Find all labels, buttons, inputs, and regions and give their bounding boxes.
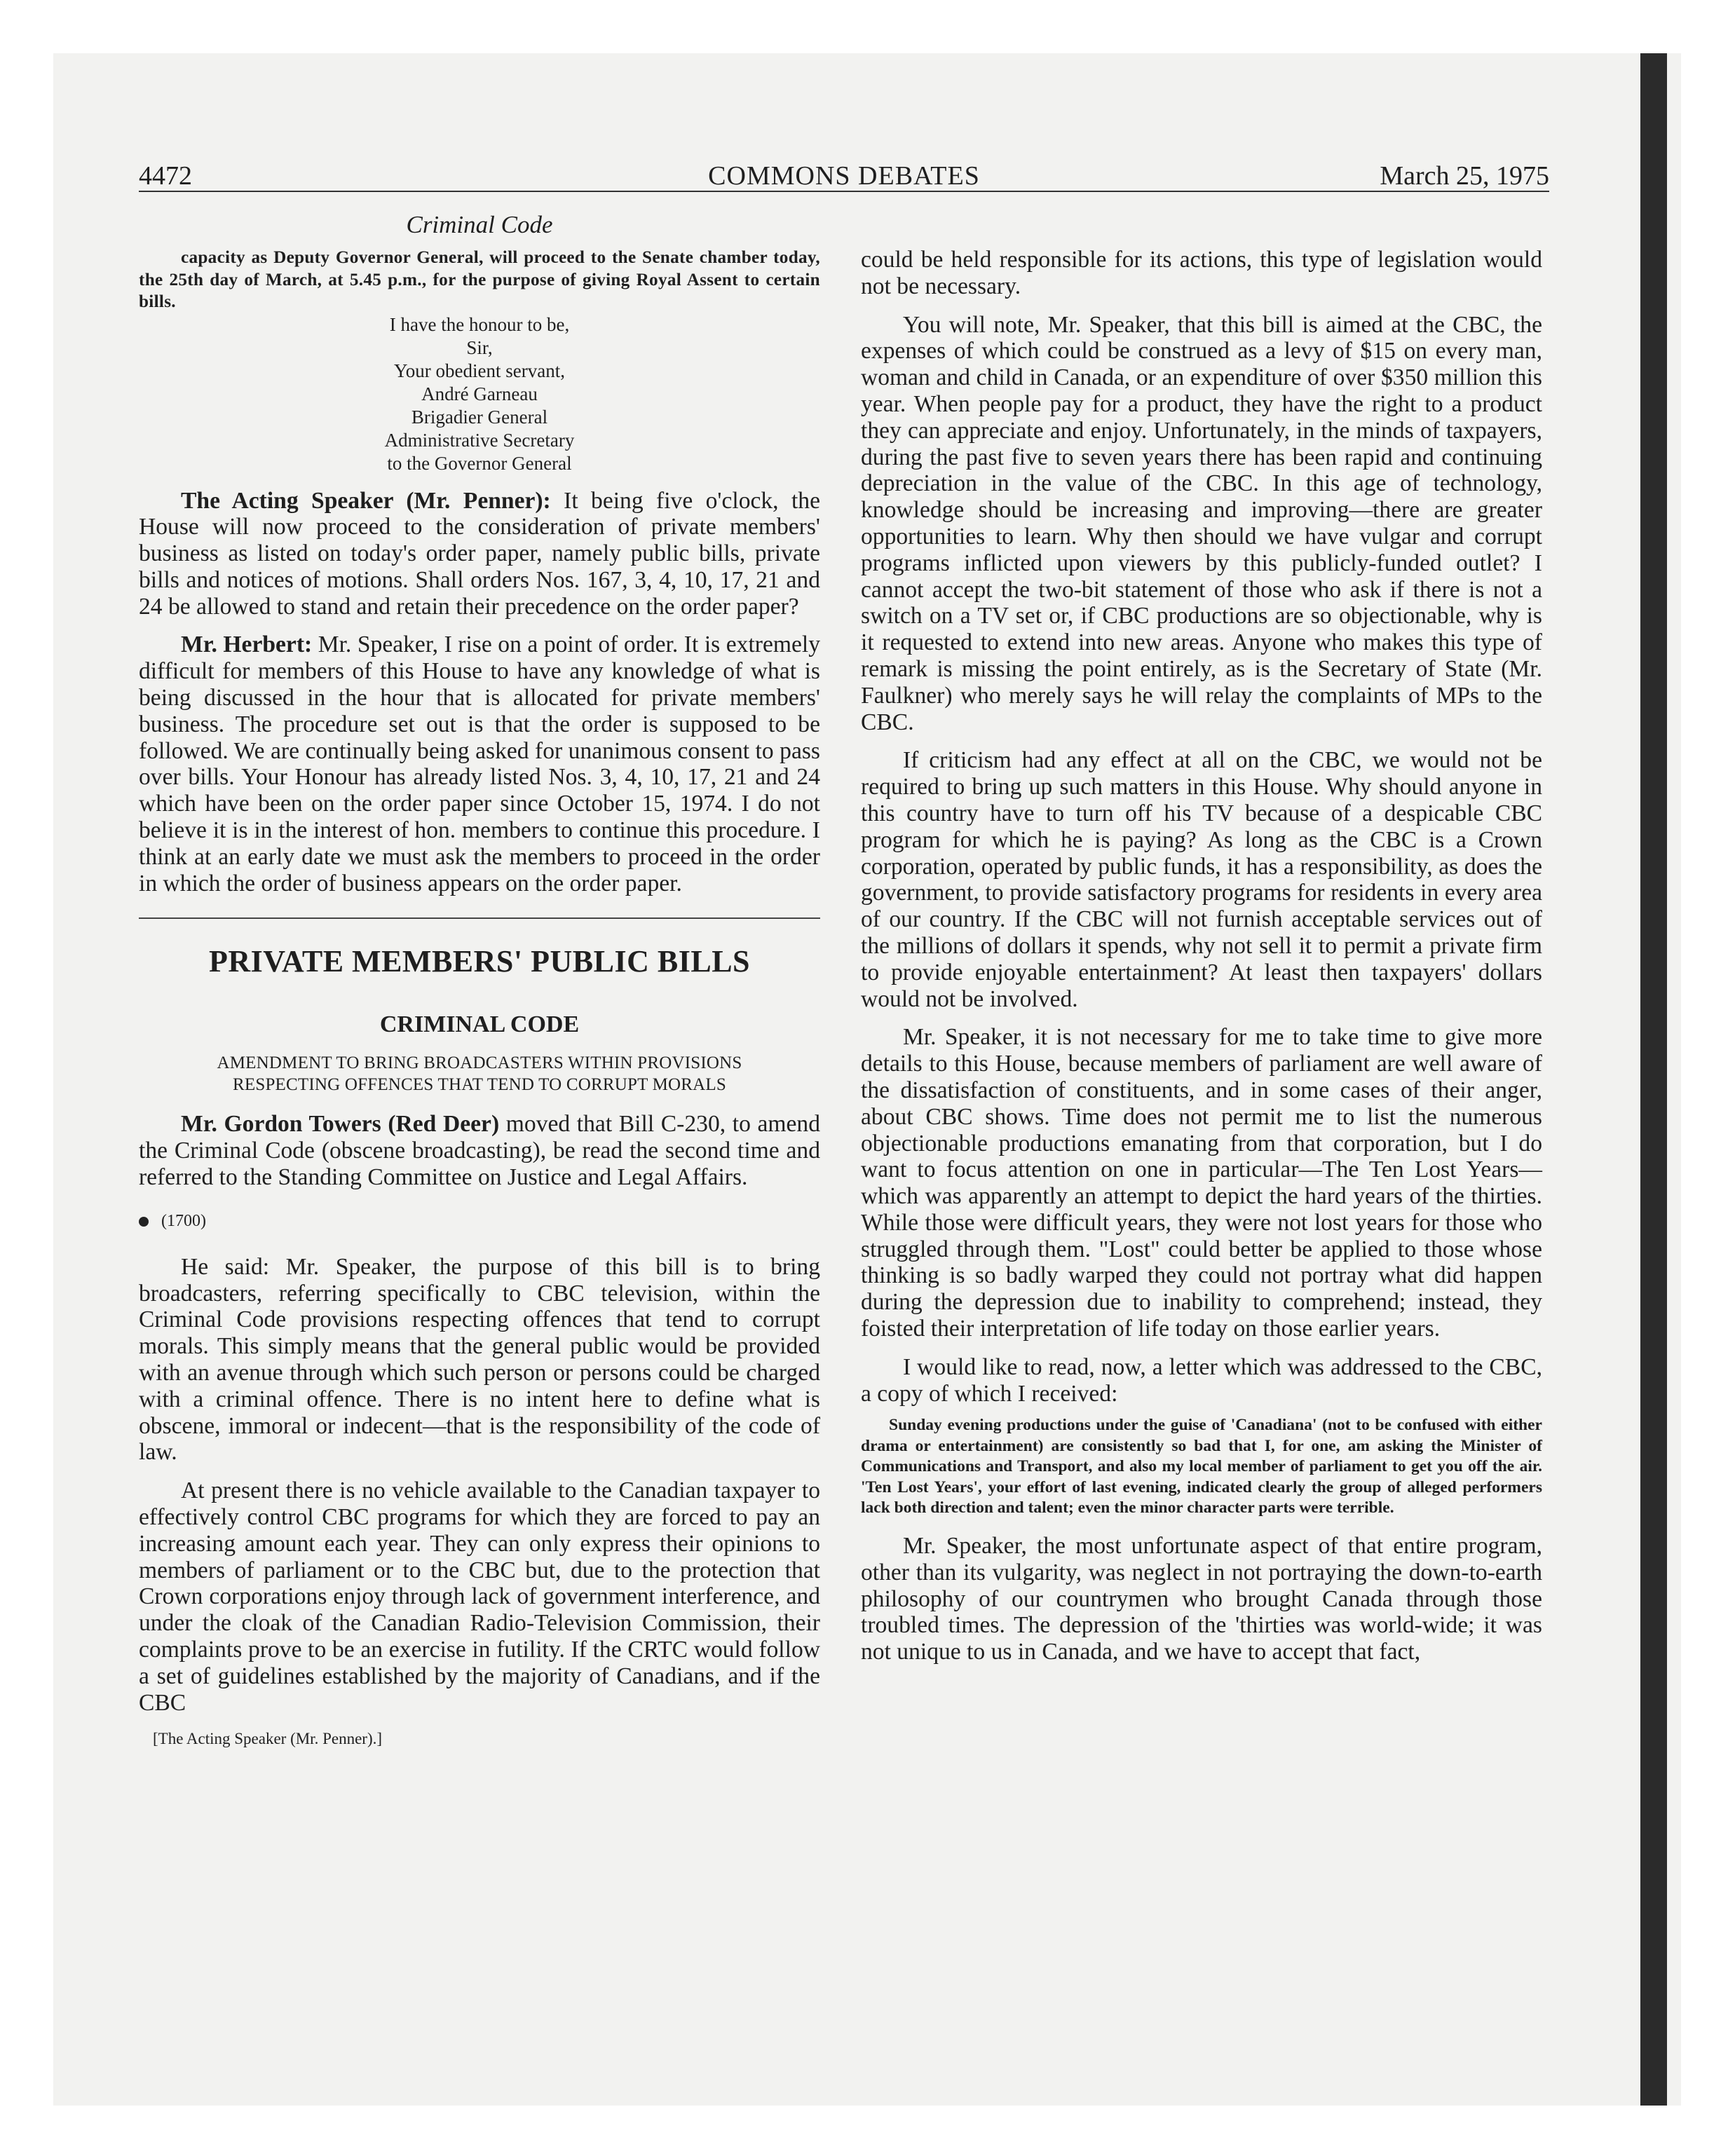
paragraph: Mr. Speaker, the most unfortunate aspect of that entire program, other than its vulgarity, was neglect in not portraying the down-to-earth philosophy of our countrymen who brought Canada through those troubled times. The depression of the 'thirties was world-wide; it was not unique to us in Canada, and we have to accept that fact,	[861, 1532, 1542, 1665]
section-heading: PRIVATE MEMBERS' PUBLIC BILLS	[208, 944, 751, 979]
letter-text: capacity as Deputy Governor General, will proceed to the Senate chamber today, the 25th day of March, at 5.45 p.m., for the purpose of giving Royal Assent to certain bills.	[139, 248, 820, 311]
signature-line: Administrative Secretary	[384, 429, 575, 451]
signature-line: to the Governor General	[387, 452, 572, 474]
publication-title: COMMONS DEBATES	[708, 161, 980, 191]
right-column	[861, 247, 1542, 1665]
paragraph-text: Mr. Speaker, I rise on a point of order. It is extremely difficult for members of this House to have any knowledge of what is being discussed in the hour that is allocated for private members' business. The procedure set out is that the order is supposed to be followed. We are continually being asked for unanimous consent to pass over bills. Your Honour has already listed Nos. 3, 4, 10, 17, 21 and 24 which have been on the order paper since October 15, 1974. I do not believe it is in the interest of hon. members to continue this procedure. I think at an early date we must ask the members to proceed in the order in which the order of business appears on the order paper.	[139, 632, 821, 896]
paragraph	[139, 632, 820, 896]
signature-line: Brigadier General	[411, 406, 548, 428]
paragraph	[139, 1111, 820, 1190]
page-header	[139, 158, 1549, 193]
left-column	[139, 207, 820, 1751]
timestamp	[139, 1205, 820, 1237]
section-divider	[139, 917, 820, 919]
signature-line: André Garneau	[421, 383, 538, 404]
paragraph: Mr. Speaker, it is not necessary for me to take time to give more details to this House, because members of parliament are well aware of the dissatisfaction of constituents, and in some cases of their anger, about CBC shows. Time does not permit me to list the numerous objectionable productions emanating from that corporation, but I do want to focus attention on one in particular—The Ten Lost Years—which was apparently an attempt to depict the hard years of the thirties. While those were difficult years, they were not lost years for those who struggled through them. "Lost" could better be applied to those whose thinking is so badly warped they could not portray what did happen during the depression due to inability to comprehend; instead, they foisted their interpretation of life today on those earlier years.	[861, 1024, 1542, 1342]
page-number: 4472	[139, 161, 192, 191]
speaker-name: Mr. Gordon Towers (Red Deer)	[181, 1111, 500, 1138]
subsubheading-line: AMENDMENT TO BRING BROADCASTERS WITHIN PROVISIONS	[217, 1053, 742, 1073]
paragraph: You will note, Mr. Speaker, that this bill is aimed at the CBC, the expenses of which could be construed as a levy of $15 on every man, woman and child in Canada, or an expenditure of over $350 million this year. When people pay for a product, they have the right to a product they can appreciate and enjoy. Unfortunately, in the minds of taxpayers, during the past five to seven years there has been rapid and continuing depreciation in the value of the CBC. In this age of technology, knowledge should be increasing and improving—there are greater opportunities to learn. Why then should we have vulgar and corrupt programs inflicted upon viewers by this publicly-funded outlet? I cannot accept the two-bit statement of those who ask if there is not a switch on a TV set or, if CBC productions are so objectionable, why is it requested to extend into new areas. Anyone who makes this type of remark is missing the point entirely, as is the Secretary of State (Mr. Faulkner) who merely says he will relay the complaints of MPs to the CBC.	[861, 311, 1542, 735]
paragraph: If criticism had any effect at all on the CBC, we would not be required to bring up such matters in this House. Why should anyone in this country have to turn off his TV because of a despicable CBC program for which he is paying? As long as the CBC is a Crown corporation, operated by public funds, it has a responsibility, as does the government, to provide satisfactory programs for residents in every area of our country. If the CBC will not furnish acceptable services out of the millions of dollars it spends, why not sell it to permit a private firm to provide enjoyable entertainment? At least then taxpayers' dollars would not be involved.	[861, 747, 1542, 1012]
page-edge-shadow	[1640, 53, 1667, 2106]
paragraph-text: It being five o'clock, the House will now proceed to the consideration of private members' business as listed on today's order paper, namely public bills, private bills and notices of motions. Shall orders Nos. 167, 3, 4, 10, 17, 21 and 24 be allowed to stand and retain their precedence on the order paper?	[139, 487, 820, 620]
timestamp-text: (1700)	[161, 1211, 206, 1230]
paragraph	[139, 488, 820, 620]
quoted-letter: Sunday evening productions under the guise of 'Canadiana' (not to be confused with either drama or entertainment) are consistently so bad that I, for one, am asking the Minister of Communications and Transport, and also my local member of parliament to get you off the air. 'Ten Lost Years', your effort of last evening, indicated clearly the group of alleged performers lack both direction and talent; even the minor character parts were terrible.	[861, 1416, 1542, 1517]
header-rule	[139, 191, 1549, 192]
subheading: CRIMINAL CODE	[379, 1011, 580, 1038]
bullet-icon	[139, 1217, 149, 1227]
paragraph: At present there is no vehicle available to the Canadian taxpayer to effectively control CBC programs for which they are forced to pay an increasing amount each year. They can only express their opinions to members of parliament or to the CBC but, due to the protection that Crown corporations enjoy through lack of government interference, and under the cloak of the Canadian Radio-Television Commission, their complaints prove to be an exercise in futility. If the CRTC would follow a set of guidelines established by the majority of Canadians, and if the CBC	[139, 1478, 820, 1716]
signature-line: Sir,	[466, 336, 493, 358]
running-head: Criminal Code	[406, 211, 553, 238]
publication-date: March 25, 1975	[1380, 161, 1549, 191]
paragraph: He said: Mr. Speaker, the purpose of this bill is to bring broadcasters, referring specifically to CBC television, within the Criminal Code provisions respecting offences that tend to corrupt morals. This simply means that the general public would be provided with an avenue through which such person or persons could be charged with a criminal offence. There is no intent here to define what is obscene, immoral or indecent—that is the responsibility of the code of law.	[139, 1253, 820, 1466]
paragraph: I would like to read, now, a letter which was addressed to the CBC, a copy of which I received:	[861, 1353, 1542, 1407]
subsubheading	[139, 1052, 820, 1096]
subsubheading-line: RESPECTING OFFENCES THAT TEND TO CORRUPT MORALS	[233, 1075, 726, 1095]
speaker-name: The Acting Speaker (Mr. Penner):	[181, 487, 551, 514]
speaker-name: Mr. Herbert:	[181, 632, 313, 658]
paragraph-text: moved that Bill C-230, to amend the Criminal Code (obscene broadcasting), be read the second time and referred to the Standing Committee on Justice and Legal Affairs.	[139, 1111, 820, 1191]
footnote: [The Acting Speaker (Mr. Penner).]	[153, 1730, 383, 1748]
letter-signature	[139, 313, 820, 475]
signature-line: Your obedient servant,	[394, 360, 565, 381]
paragraph: could be held responsible for its actions, this type of legislation would not be necessary.	[861, 247, 1542, 299]
signature-line: I have the honour to be,	[389, 313, 570, 335]
